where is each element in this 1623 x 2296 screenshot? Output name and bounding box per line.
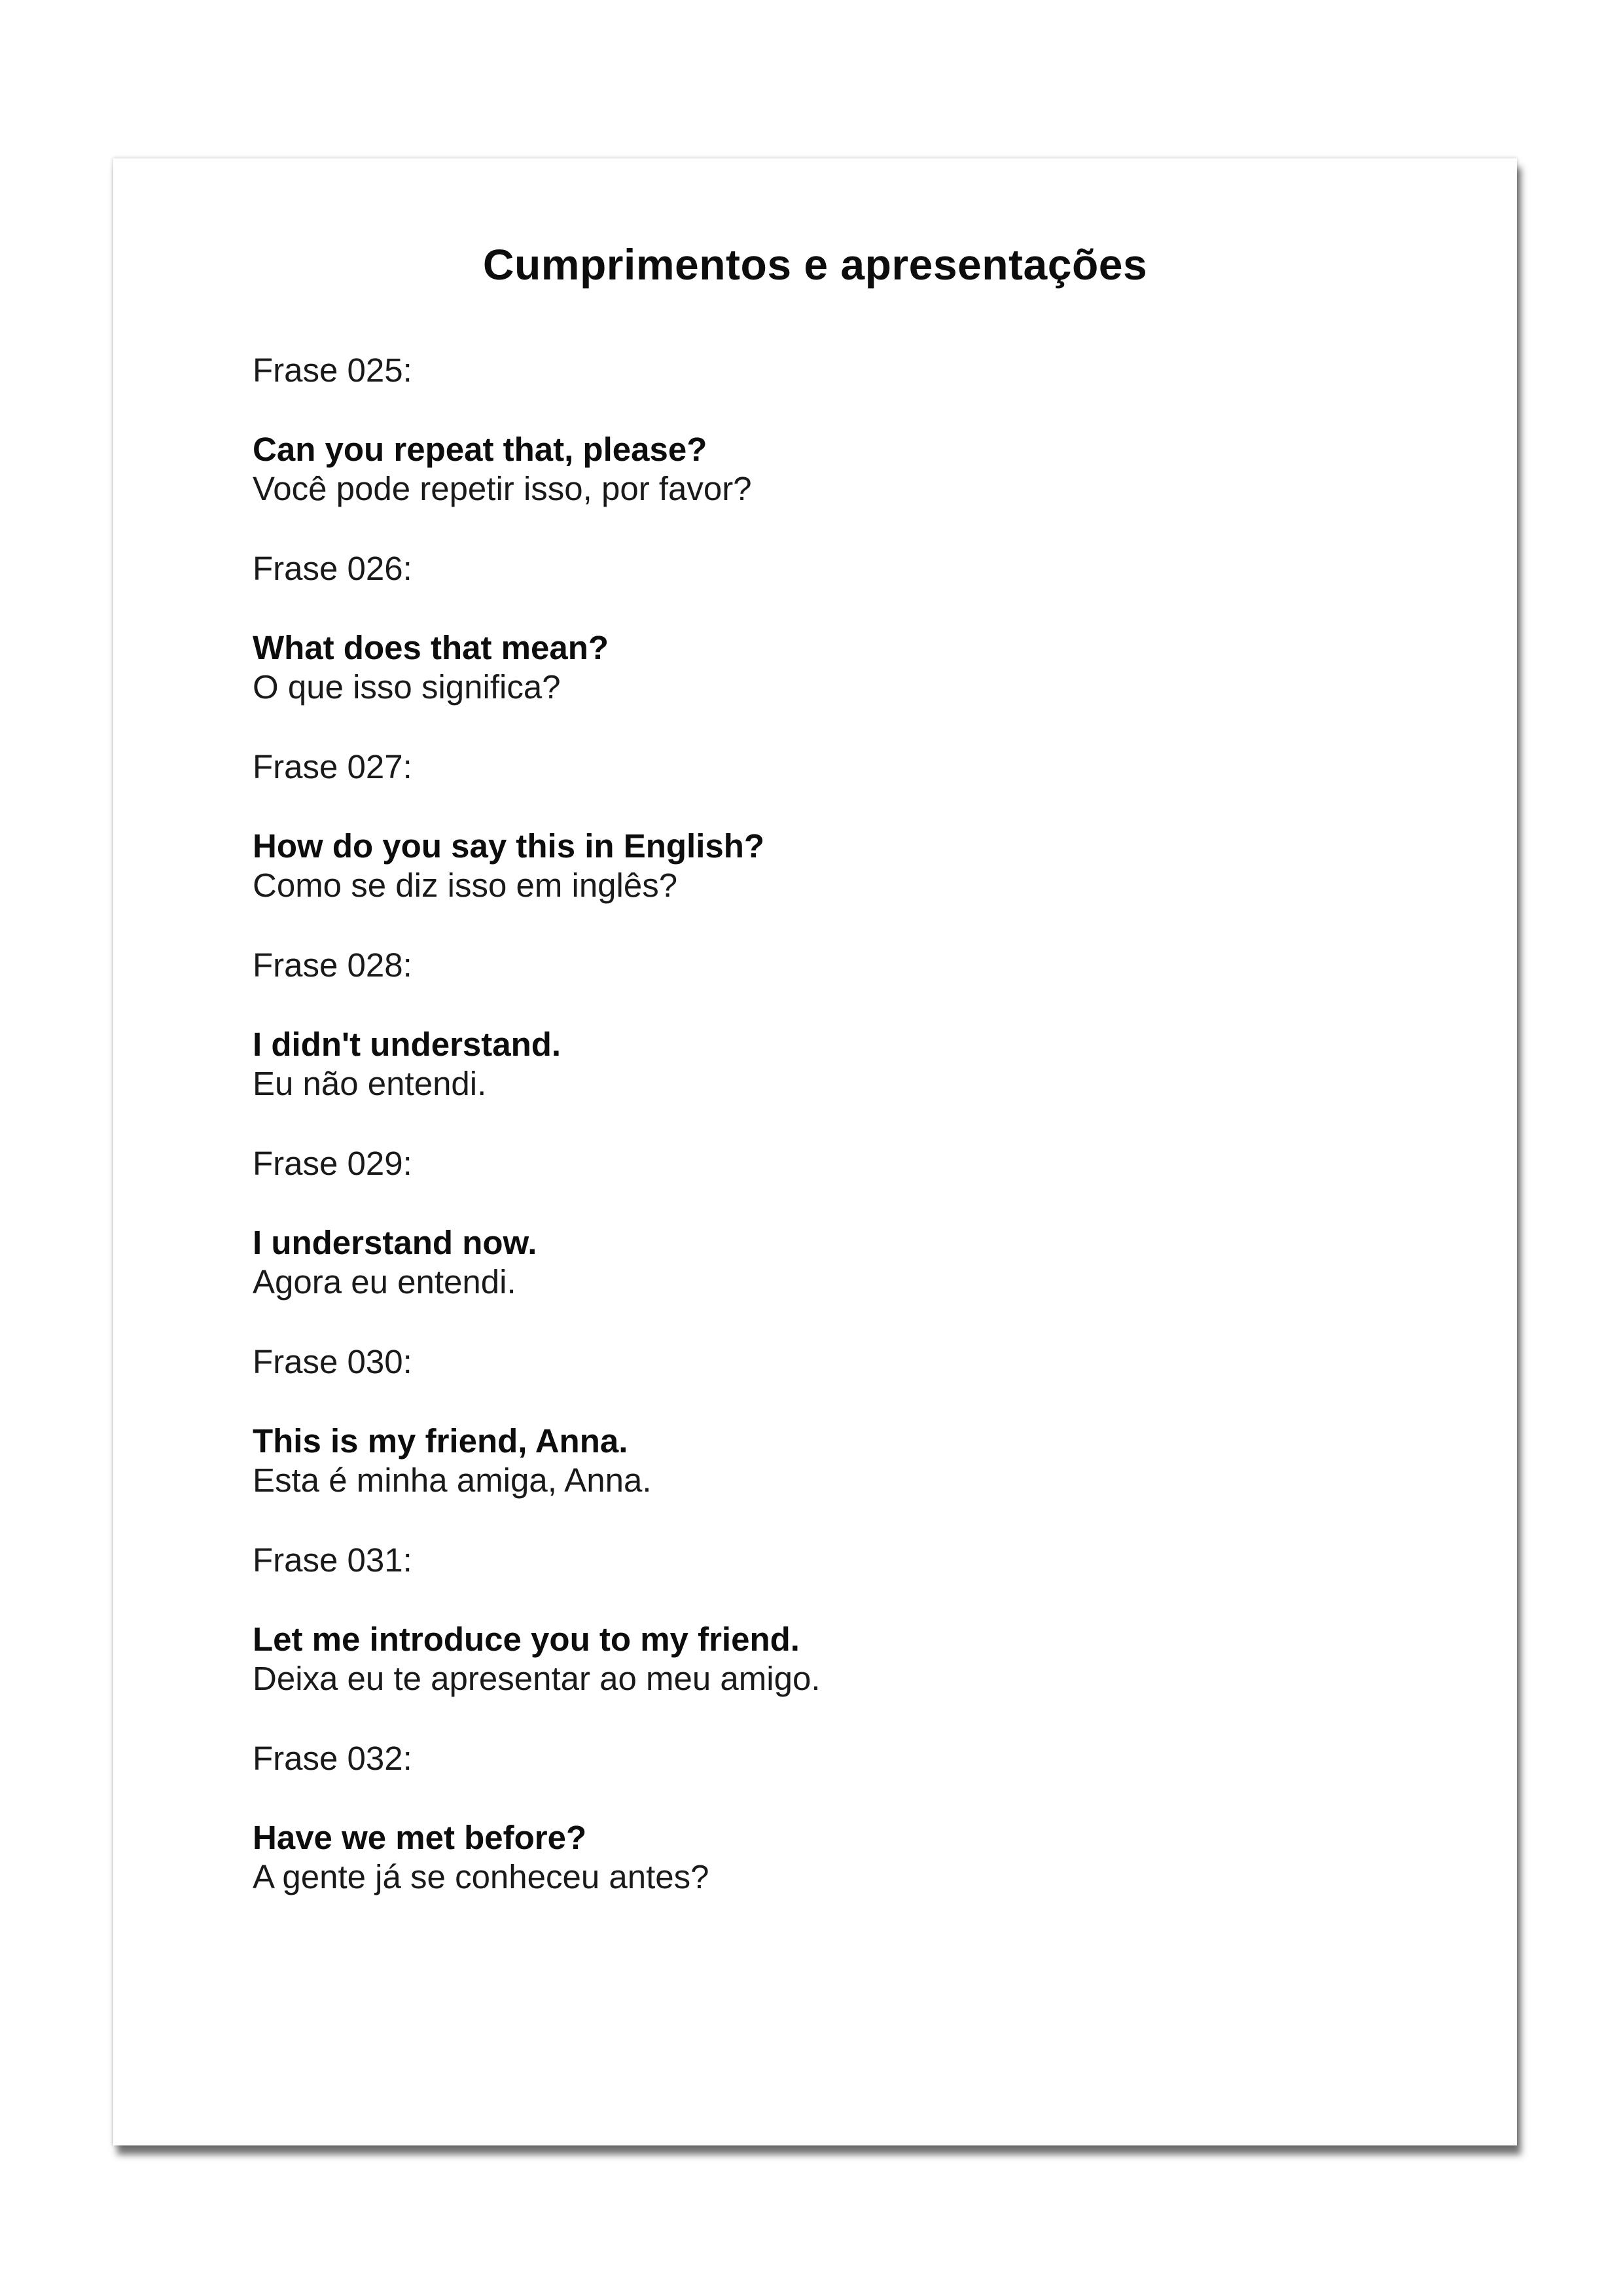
phrase-item	[253, 1541, 1431, 1739]
phrase-portuguese: Agora eu entendi.	[253, 1263, 516, 1300]
phrase-item	[253, 351, 1431, 549]
phrase-english: Can you repeat that, please?	[253, 431, 707, 468]
phrase-portuguese: Esta é minha amiga, Anna.	[253, 1462, 652, 1499]
phrase-list	[253, 351, 1431, 1937]
phrase-english: Have we met before?	[253, 1819, 587, 1856]
phrase-portuguese: Deixa eu te apresentar ao meu amigo.	[253, 1660, 821, 1697]
phrase-item	[253, 1739, 1431, 1937]
phrase-number: Frase 026:	[253, 550, 412, 587]
phrase-number: Frase 031:	[253, 1541, 412, 1579]
phrase-number: Frase 032:	[253, 1740, 412, 1777]
phrase-item	[253, 946, 1431, 1144]
phrase-portuguese: Você pode repetir isso, por favor?	[253, 470, 752, 507]
phrase-number: Frase 025:	[253, 351, 412, 389]
phrase-number: Frase 029:	[253, 1145, 412, 1182]
phrase-english: Let me introduce you to my friend.	[253, 1621, 800, 1658]
phrase-portuguese: A gente já se conheceu antes?	[253, 1858, 709, 1895]
phrase-item	[253, 1342, 1431, 1541]
phrase-english: I didn't understand.	[253, 1026, 562, 1063]
phrase-english: What does that mean?	[253, 629, 609, 666]
document-page	[113, 158, 1517, 2145]
phrase-number: Frase 027:	[253, 748, 412, 785]
phrase-english: This is my friend, Anna.	[253, 1422, 628, 1460]
phrase-english: How do you say this in English?	[253, 827, 765, 865]
phrase-item	[253, 747, 1431, 946]
phrase-item	[253, 1144, 1431, 1342]
phrase-portuguese: O que isso significa?	[253, 668, 561, 706]
page-title: Cumprimentos e apresentações	[482, 240, 1148, 289]
phrase-number: Frase 028:	[253, 946, 412, 984]
phrase-number: Frase 030:	[253, 1343, 412, 1380]
phrase-english: I understand now.	[253, 1224, 537, 1261]
phrase-item	[253, 549, 1431, 747]
phrase-portuguese: Eu não entendi.	[253, 1065, 487, 1102]
phrase-portuguese: Como se diz isso em inglês?	[253, 867, 678, 904]
